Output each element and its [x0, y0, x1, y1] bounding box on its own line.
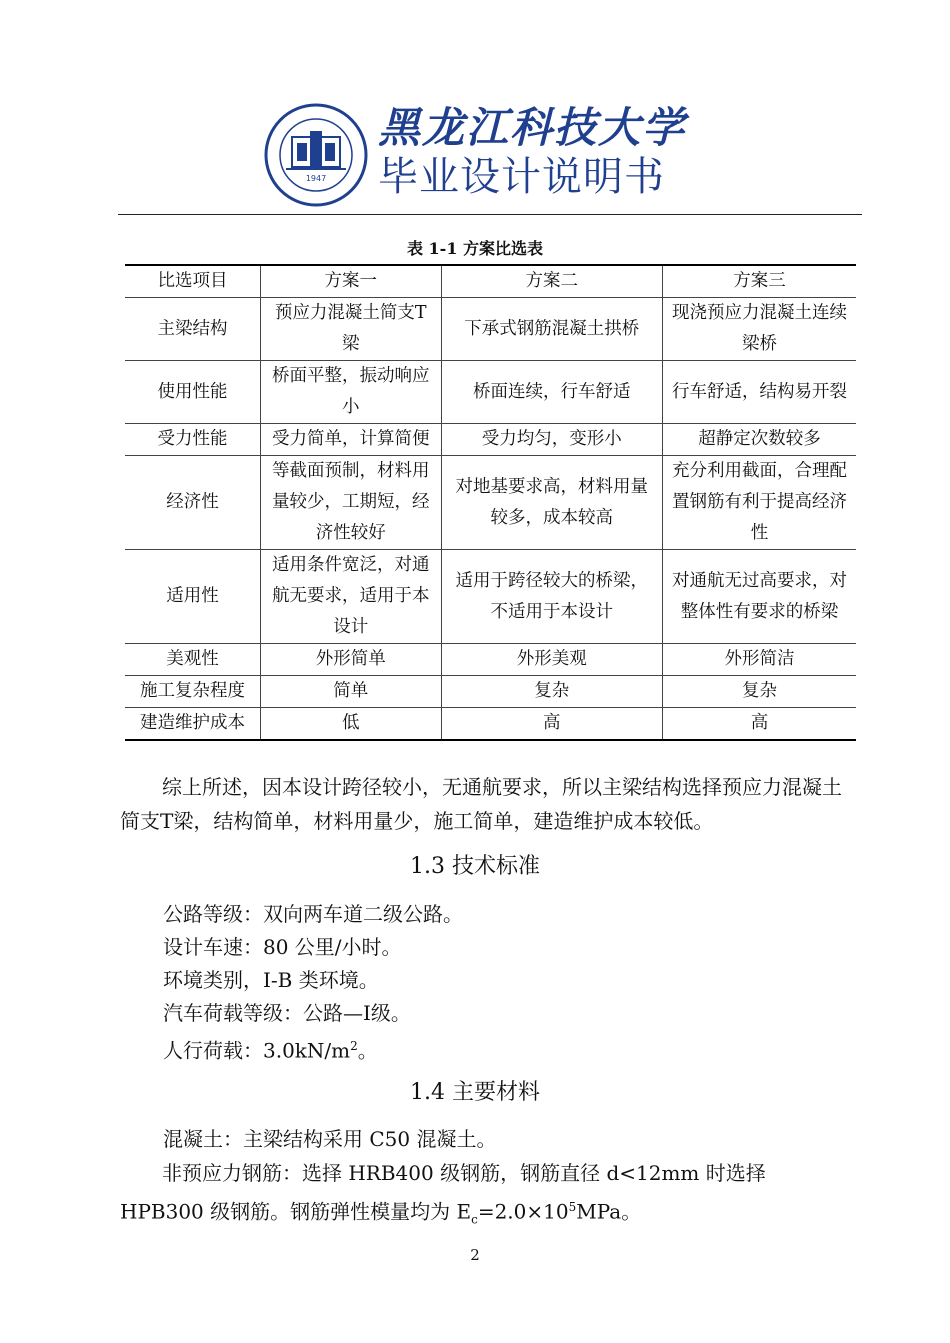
header-cell: 方案一 — [260, 265, 441, 298]
standard-pedestrian-load — [163, 1030, 378, 1068]
table-row — [125, 298, 856, 361]
table-cell: 下承式钢筋混凝土拱桥 — [441, 298, 662, 361]
table-cell: 充分利用截面，合理配置钢筋有利于提高经济性 — [662, 456, 856, 550]
comparison-table — [125, 264, 856, 741]
table-cell: 外形美观 — [441, 644, 662, 676]
standard-vehicle-load: 汽车荷载等级：公路—Ⅰ级。 — [163, 1001, 411, 1025]
table-cell: 受力简单，计算简便 — [260, 424, 441, 456]
pedestrian-load-end: 。 — [357, 1038, 378, 1063]
table-cell: 预应力混凝土简支T梁 — [260, 298, 441, 361]
header-cell: 方案三 — [662, 265, 856, 298]
table-cell: 高 — [662, 708, 856, 741]
table-caption: 表 1-1 方案比选表 — [406, 239, 544, 258]
row-label: 建造维护成本 — [125, 708, 260, 741]
header-divider — [118, 214, 862, 215]
table-cell: 对地基要求高，材料用量较多，成本较高 — [441, 456, 662, 550]
section-heading-1-4: 1.4 主要材料 — [410, 1080, 540, 1105]
table-row — [125, 676, 856, 708]
table-cell: 简单 — [260, 676, 441, 708]
table-cell: 适用于跨径较大的桥梁，不适用于本设计 — [441, 550, 662, 644]
university-emblem-icon — [264, 103, 368, 207]
header-cell: 比选项目 — [125, 265, 260, 298]
table-row — [125, 361, 856, 424]
standard-design-speed: 设计车速：80 公里/小时。 — [163, 935, 402, 959]
emblem-year: 1947 — [305, 174, 327, 183]
rebar-text: 非预应力钢筋：选择 HRB400 级钢筋，钢筋直径 d<12mm 时选择 HPB300 级钢筋。钢筋弹性模量均为 E — [120, 1161, 766, 1224]
page-number: 2 — [470, 1246, 480, 1264]
table-cell: 复杂 — [662, 676, 856, 708]
standard-road-grade: 公路等级：双向两车道二级公路。 — [163, 902, 463, 926]
rebar-modulus: =2.0×10 — [477, 1199, 569, 1224]
page-header — [0, 0, 950, 220]
rebar-unit: MPa。 — [576, 1199, 642, 1224]
row-label: 主梁结构 — [125, 298, 260, 361]
row-label: 施工复杂程度 — [125, 676, 260, 708]
standard-environment-class: 环境类别，Ⅰ-B 类环境。 — [163, 968, 379, 992]
rebar-exponent: 5 — [568, 1200, 577, 1214]
rebar-subscript: c — [471, 1212, 478, 1227]
material-rebar — [120, 1156, 850, 1237]
table-cell: 复杂 — [441, 676, 662, 708]
summary-paragraph: 综上所述，因本设计跨径较小，无通航要求，所以主梁结构选择预应力混凝土简支T梁，结构简单，材料用量少，施工简单，建造维护成本较低。 — [120, 775, 842, 833]
table-cell: 桥面平整，振动响应小 — [260, 361, 441, 424]
table-cell: 受力均匀，变形小 — [441, 424, 662, 456]
table-row — [125, 456, 856, 550]
pedestrian-load-exponent: 2 — [350, 1039, 358, 1053]
row-label: 适用性 — [125, 550, 260, 644]
table-cell: 适用条件宽泛，对通航无要求，适用于本设计 — [260, 550, 441, 644]
table-cell: 行车舒适，结构易开裂 — [662, 361, 856, 424]
table-cell: 高 — [441, 708, 662, 741]
table-header-row — [125, 265, 856, 298]
table-cell: 外形简单 — [260, 644, 441, 676]
table-cell: 超静定次数较多 — [662, 424, 856, 456]
material-concrete: 混凝土：主梁结构采用 C50 混凝土。 — [163, 1127, 497, 1151]
table-cell: 桥面连续，行车舒适 — [441, 361, 662, 424]
section-heading-1-3: 1.3 技术标准 — [410, 854, 540, 879]
table-cell: 现浇预应力混凝土连续梁桥 — [662, 298, 856, 361]
document-title: 毕业设计说明书 — [378, 154, 665, 200]
row-label: 受力性能 — [125, 424, 260, 456]
table-row — [125, 550, 856, 644]
table-cell: 低 — [260, 708, 441, 741]
table-cell: 等截面预制，材料用量较少，工期短，经济性较好 — [260, 456, 441, 550]
table-cell: 对通航无过高要求，对整体性有要求的桥梁 — [662, 550, 856, 644]
table-row — [125, 708, 856, 741]
header-cell: 方案二 — [441, 265, 662, 298]
row-label: 使用性能 — [125, 361, 260, 424]
row-label: 美观性 — [125, 644, 260, 676]
school-name: 黑龙江科技大学 — [378, 103, 687, 152]
table-row — [125, 424, 856, 456]
table-row — [125, 644, 856, 676]
table-cell: 外形简洁 — [662, 644, 856, 676]
row-label: 经济性 — [125, 456, 260, 550]
pedestrian-load-text: 人行荷载：3.0kN/m — [163, 1038, 351, 1063]
